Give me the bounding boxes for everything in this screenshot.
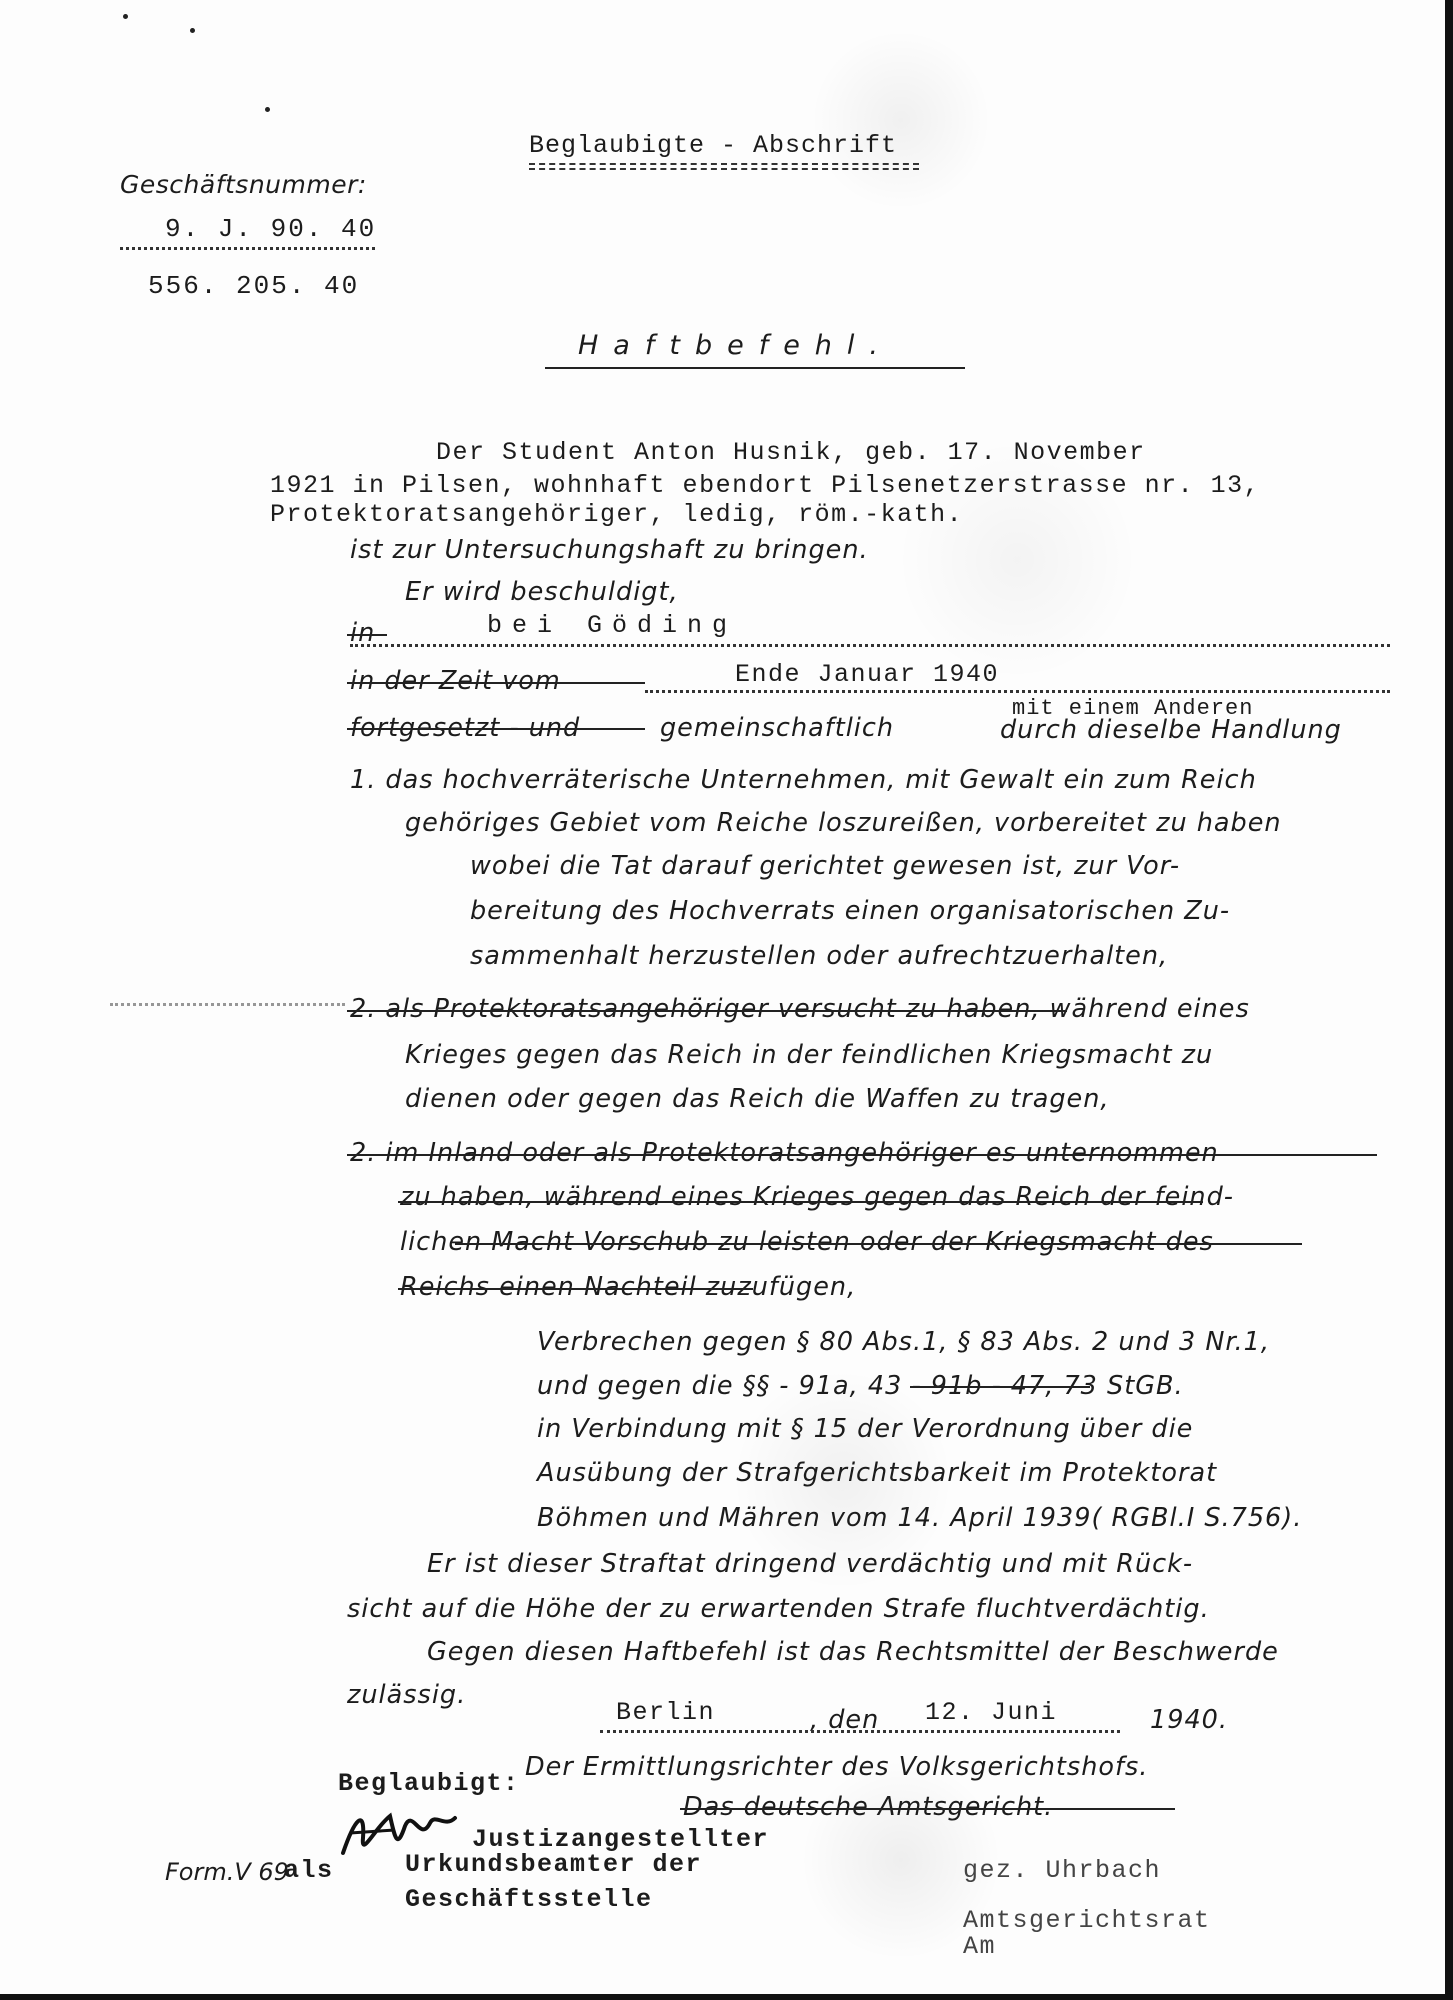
intro-line-5: Er wird beschuldigt, (405, 577, 679, 607)
struck-fortgesetzt: fortgesetzt - und (350, 713, 581, 743)
struck-in-der-zeit: in der Zeit vom (350, 666, 561, 696)
intro-line-2: 1921 in Pilsen, wohnhaft ebendort Pilsenetzerstrasse nr. 13, (270, 471, 1261, 500)
dateline-dotted-line (600, 1730, 1120, 1733)
charge-3-line-1: 2. im Inland oder als Protektoratsangehöriger es unternommen (350, 1138, 1219, 1168)
intro-line-4: ist zur Untersuchungshaft zu bringen. (350, 535, 869, 565)
time-of-offense: Ende Januar 1940 (735, 660, 1000, 689)
place-dotted-line (350, 644, 1390, 647)
struck-in: in (350, 618, 376, 648)
charge-1-line-5: sammenhalt herzustellen oder aufrechtzuerhalten, (470, 941, 1169, 971)
warrant-heading-underline (545, 367, 965, 369)
urkundsbeamter: Urkundsbeamter der (405, 1850, 703, 1879)
legal-line-4: Ausübung der Strafgerichtsbarkeit im Protektorat (537, 1458, 1218, 1488)
closing-p2-line-1: Gegen diesen Haftbefehl ist das Rechtsmittel der Beschwerde (427, 1637, 1279, 1667)
legal-line-5: Böhmen und Mähren vom 14. April 1939( RGBl.I S.756). (537, 1503, 1303, 1533)
gemeinschaftlich: gemeinschaftlich (660, 713, 895, 743)
dateline-den: , den (810, 1705, 880, 1735)
intro-line-1: Der Student Anton Husnik, geb. 17. November (436, 438, 1146, 467)
underline (398, 1201, 1203, 1203)
beglaubigt-label: Beglaubigt: (338, 1769, 520, 1798)
strike-line (455, 1243, 1302, 1245)
charge-2-line-1: 2. als Protektoratsangehöriger versucht zu haben, während eines (350, 994, 1250, 1024)
case-number-primary: 9. J. 90. 40 (165, 214, 377, 244)
form-label: Form.V 69 (165, 1858, 289, 1886)
charge-1-line-4: bereitung des Hochverrats einen organisatorischen Zu- (470, 896, 1231, 926)
charge-3-line-3: lichen Macht Vorschub zu leisten oder der Kriegsmacht des (400, 1227, 1214, 1257)
legal-line-2: und gegen die §§ - 91a, 43 - 91b - 47, 73 StGB. (537, 1371, 1184, 1401)
judge-title: Der Ermittlungsrichter des Volksgerichtshofs. (525, 1752, 1149, 1782)
legal-line-1: Verbrechen gegen § 80 Abs.1, § 83 Abs. 2 und 3 Nr.1, (537, 1327, 1270, 1357)
dateline-year: 1940. (1150, 1705, 1229, 1735)
charge-2-line-3: dienen oder gegen das Reich die Waffen zu tragen, (405, 1084, 1110, 1114)
speck (123, 14, 128, 19)
charge-1-line-2: gehöriges Gebiet vom Reiche loszureißen, vorbereitet zu haben (405, 808, 1282, 838)
scan-edge-right (1445, 0, 1453, 2000)
intro-line-3: Protektoratsangehöriger, ledig, röm.-kath. (270, 500, 964, 529)
document-title: Beglaubigte - Abschrift (529, 131, 898, 160)
legal-line-3: in Verbindung mit § 15 der Verordnung über die (537, 1414, 1194, 1444)
time-dotted-line (645, 690, 1390, 693)
case-number-dotted-line (120, 247, 375, 250)
margin-mark (110, 1003, 345, 1006)
amtsgerichtsrat: Amtsgerichtsrat (963, 1906, 1211, 1935)
charge-1-line-1: 1. das hochverräterische Unternehmen, mit Gewalt ein zum Reich (350, 765, 1257, 795)
handwritten-insert: mit einem Anderen (1012, 696, 1254, 721)
place-of-offense: bei Göding (487, 611, 738, 640)
strike-line (910, 1386, 1090, 1388)
dateline-city: Berlin (616, 1698, 716, 1727)
closing-p1-line-2: sicht auf die Höhe der zu erwartenden Strafe fluchtverdächtig. (347, 1594, 1210, 1624)
speck (190, 28, 195, 33)
geschaeftsstelle: Geschäftsstelle (405, 1885, 653, 1914)
charge-1-line-3: wobei die Tat darauf gerichtet gewesen ist, zur Vor- (470, 851, 1181, 881)
strike-line (680, 1808, 1175, 1810)
strike-line (398, 1288, 753, 1290)
dateline-day-month: 12. Juni (925, 1698, 1058, 1727)
warrant-heading: Haftbefehl. (578, 330, 894, 361)
gez-signature: gez. Uhrbach (963, 1856, 1162, 1885)
title-double-underline (529, 163, 919, 170)
als-label: als (284, 1856, 334, 1885)
closing-p2-line-2: zulässig. (347, 1680, 467, 1710)
justizangestellter: Justizangestellter (472, 1825, 770, 1854)
speck (265, 107, 270, 112)
durch-dieselbe-handlung: durch dieselbe Handlung (1000, 715, 1342, 745)
strike-line (347, 728, 645, 730)
closing-p1-line-1: Er ist dieser Straftat dringend verdächtig und mit Rück- (427, 1549, 1194, 1579)
amtsgericht-struck: Das deutsche Amtsgericht. (683, 1792, 1054, 1822)
charge-2-line-2: Krieges gegen das Reich in der feindlichen Kriegsmacht zu (405, 1040, 1214, 1070)
strike-line (347, 1010, 1067, 1012)
charge-3-line-2: zu haben, während eines Krieges gegen das Reich der feind- (400, 1182, 1234, 1212)
am-label: Am (963, 1932, 997, 1961)
strike-line (347, 634, 387, 636)
geschaeftsnummer-label: Geschäftsnummer: (120, 170, 367, 199)
case-number-secondary: 556. 205. 40 (148, 271, 360, 301)
scan-edge-bottom (0, 1994, 1453, 2000)
strike-line (347, 1154, 1377, 1156)
charge-3-line-4: Reichs einen Nachteil zuzufügen, (400, 1272, 857, 1302)
strike-line (347, 682, 645, 684)
